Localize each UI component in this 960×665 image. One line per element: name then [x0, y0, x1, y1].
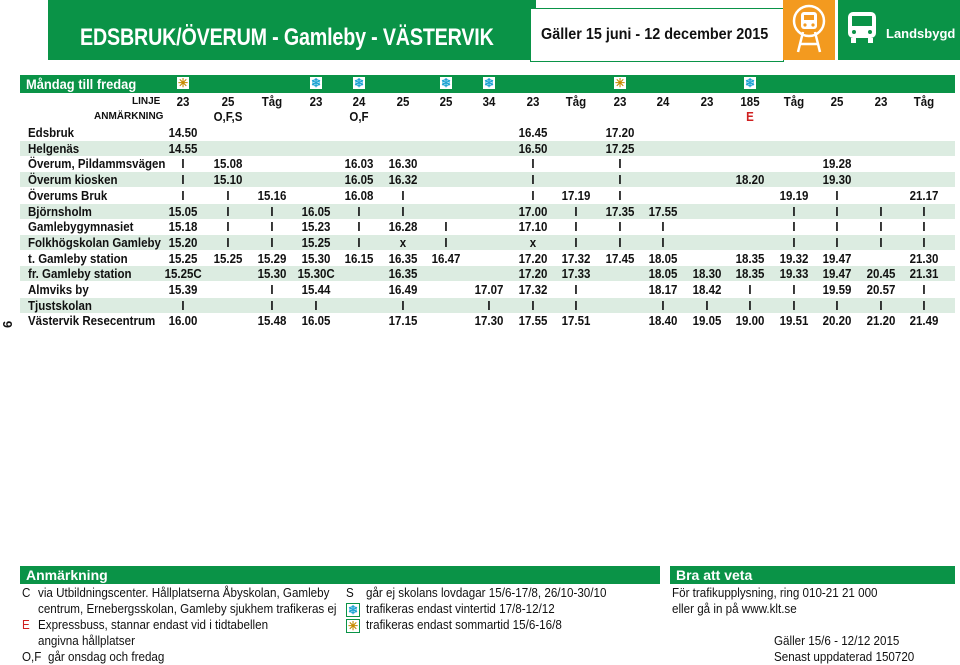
- column-line-number: 23: [874, 95, 888, 109]
- departure-time: I: [879, 298, 883, 313]
- note-code-of: O,F: [22, 650, 42, 664]
- departure-time: 17.55: [648, 204, 678, 219]
- table-row: [20, 125, 955, 140]
- departure-time: I: [618, 173, 622, 188]
- departure-time: 16.28: [388, 220, 418, 235]
- page-number: 6: [0, 320, 15, 328]
- departure-time: I: [181, 173, 185, 188]
- departure-time: I: [922, 235, 926, 250]
- departure-time: I: [748, 298, 752, 313]
- departure-time: 15.25C: [164, 267, 202, 282]
- departure-time: I: [531, 298, 535, 313]
- departure-time: I: [444, 220, 448, 235]
- validity-box: [530, 8, 784, 62]
- departure-time: 16.45: [518, 126, 548, 140]
- column-line-number: Tåg: [913, 95, 935, 109]
- column-line-number: 24: [656, 95, 670, 109]
- departure-time: 21.49: [909, 314, 939, 329]
- column-line-number: 23: [700, 95, 714, 109]
- departure-time: 17.45: [605, 251, 635, 266]
- departure-time: I: [226, 188, 230, 203]
- note-text-e: Expressbuss, stannar endast vid i tidtabellen: [38, 618, 269, 632]
- departure-time: 19.28: [822, 157, 852, 172]
- departure-time: 16.49: [388, 283, 418, 297]
- table-row: [20, 204, 955, 219]
- departure-time: I: [226, 220, 230, 235]
- bus-panel: [838, 0, 960, 60]
- departure-time: 17.30: [474, 314, 504, 329]
- column-line-number: 23: [176, 95, 190, 109]
- departure-time: I: [357, 235, 361, 250]
- departure-time: 17.25: [605, 141, 635, 156]
- column-line-number: 24: [352, 95, 366, 109]
- column-line-number: 23: [526, 95, 540, 109]
- info-title: Bra att veta: [676, 567, 753, 583]
- departure-time: I: [792, 283, 796, 297]
- page-title: EDSBRUK/ÖVERUM - Gamleby - VÄSTERVIK: [80, 24, 494, 51]
- departure-time: 17.20: [518, 251, 548, 266]
- departure-time: I: [226, 235, 230, 250]
- table-row: [20, 172, 955, 187]
- departure-time: 15.20: [168, 235, 198, 250]
- stop-name: Almviks by: [28, 283, 89, 297]
- column-line-number: 23: [309, 95, 323, 109]
- day-label: Måndag till fredag: [26, 76, 137, 92]
- departure-time: I: [661, 235, 665, 250]
- departure-time: I: [835, 204, 839, 219]
- table-row: [20, 188, 955, 203]
- departure-time: I: [574, 220, 578, 235]
- anmarkning-label: ANMÄRKNING: [94, 111, 164, 122]
- departure-time: 20.45: [866, 267, 896, 282]
- departure-time: 14.50: [168, 126, 198, 140]
- note-text-s: går ej skolans lovdagar 15/6-17/8, 26/10-30/10: [366, 586, 607, 600]
- departure-time: I: [792, 204, 796, 219]
- departure-time: 18.05: [648, 267, 678, 282]
- departure-time: x: [529, 235, 537, 250]
- stop-name: fr. Gamleby station: [28, 267, 132, 282]
- info-valid: Gäller 15/6 - 12/12 2015: [774, 634, 900, 648]
- departure-time: 18.42: [692, 283, 722, 297]
- departure-time: 15.25: [301, 235, 331, 250]
- departure-time: I: [181, 298, 185, 313]
- departure-time: I: [444, 235, 448, 250]
- departure-time: 15.23: [301, 220, 331, 235]
- departure-time: I: [705, 298, 709, 313]
- departure-time: I: [922, 283, 926, 297]
- snowflake-icon: ❄: [310, 76, 322, 90]
- column-note: O,F: [349, 110, 369, 124]
- departure-time: I: [574, 235, 578, 250]
- departure-time: I: [270, 204, 274, 219]
- departure-time: I: [792, 298, 796, 313]
- departure-time: 19.05: [692, 314, 722, 329]
- departure-time: I: [531, 188, 535, 203]
- departure-time: 16.47: [431, 251, 461, 266]
- departure-time: 18.20: [735, 173, 765, 188]
- note-code-e: E: [22, 618, 30, 632]
- departure-time: I: [792, 235, 796, 250]
- column-line-number: Tåg: [783, 95, 805, 109]
- column-line-number: 23: [613, 95, 627, 109]
- departure-time: I: [879, 220, 883, 235]
- departure-time: 21.17: [909, 188, 939, 203]
- departure-time: I: [270, 298, 274, 313]
- departure-time: I: [879, 204, 883, 219]
- departure-time: I: [487, 298, 491, 313]
- departure-time: 15.16: [257, 188, 287, 203]
- departure-time: I: [922, 204, 926, 219]
- departure-time: 16.03: [344, 157, 374, 172]
- departure-time: 15.05: [168, 204, 198, 219]
- departure-time: 19.47: [822, 267, 852, 282]
- departure-time: I: [661, 220, 665, 235]
- stop-name: Edsbruk: [28, 126, 75, 140]
- departure-time: 16.08: [344, 188, 374, 203]
- note-text-e-cont: angivna hållplatser: [38, 634, 135, 648]
- info-header: [670, 566, 955, 584]
- info-phone: För trafikupplysning, ring 010-21 21 000: [672, 586, 878, 600]
- departure-time: 19.00: [735, 314, 765, 329]
- departure-time: 15.39: [168, 283, 198, 297]
- departure-time: 20.20: [822, 314, 852, 329]
- departure-time: I: [618, 157, 622, 172]
- departure-time: 17.07: [474, 283, 504, 297]
- departure-time: 15.25: [213, 251, 243, 266]
- departure-time: 17.33: [561, 267, 591, 282]
- departure-time: I: [270, 220, 274, 235]
- departure-time: 19.51: [779, 314, 809, 329]
- departure-time: I: [748, 283, 752, 297]
- note-code-s: S: [346, 586, 354, 600]
- departure-time: 17.10: [518, 220, 548, 235]
- notes-header: [20, 566, 660, 584]
- left-margin: [0, 0, 7, 665]
- departure-time: I: [181, 188, 185, 203]
- snowflake-icon: ❄: [353, 76, 365, 90]
- departure-time: 16.32: [388, 173, 418, 188]
- departure-time: 17.32: [518, 283, 548, 297]
- departure-time: 17.35: [605, 204, 635, 219]
- departure-time: I: [357, 220, 361, 235]
- stop-name: Björnsholm: [28, 204, 92, 219]
- departure-time: I: [618, 235, 622, 250]
- info-website: eller gå in på www.klt.se: [672, 602, 797, 616]
- note-text-c: via Utbildningscenter. Hållplatserna Åbyskolan, Gamleby: [38, 586, 330, 600]
- table-row: [20, 141, 955, 156]
- departure-time: 19.33: [779, 267, 809, 282]
- departure-time: x: [399, 235, 407, 250]
- departure-time: 15.08: [213, 157, 243, 172]
- stop-name: Överums Bruk: [28, 188, 108, 203]
- departure-time: I: [922, 220, 926, 235]
- departure-time: 18.40: [648, 314, 678, 329]
- sun-icon: ✳: [614, 76, 626, 90]
- departure-time: 16.35: [388, 251, 418, 266]
- departure-time: I: [314, 298, 318, 313]
- departure-time: 17.00: [518, 204, 548, 219]
- area-label: Landsbygd: [886, 26, 956, 41]
- departure-time: 18.35: [735, 251, 765, 266]
- departure-time: 19.32: [779, 251, 809, 266]
- departure-time: 16.05: [344, 173, 374, 188]
- departure-time: 16.35: [388, 267, 418, 282]
- notes-title: Anmärkning: [26, 567, 108, 583]
- departure-time: 17.20: [518, 267, 548, 282]
- departure-time: I: [531, 157, 535, 172]
- departure-time: I: [835, 188, 839, 203]
- note-code-c: C: [22, 586, 31, 600]
- departure-time: 20.57: [866, 283, 896, 297]
- departure-time: I: [270, 283, 274, 297]
- departure-time: 15.10: [213, 173, 243, 188]
- departure-time: I: [922, 298, 926, 313]
- stop-name: Gamlebygymnasiet: [28, 220, 134, 235]
- departure-time: 16.50: [518, 141, 548, 156]
- stop-name: t. Gamleby station: [28, 251, 128, 266]
- stop-name: Tjustskolan: [28, 298, 92, 313]
- departure-time: I: [574, 283, 578, 297]
- bus-icon: [840, 0, 884, 60]
- departure-time: 17.15: [388, 314, 418, 329]
- departure-time: I: [531, 173, 535, 188]
- departure-time: 18.05: [648, 251, 678, 266]
- departure-time: 21.30: [909, 251, 939, 266]
- departure-time: 15.44: [301, 283, 331, 297]
- departure-time: 18.35: [735, 267, 765, 282]
- column-note: O,F,S: [213, 110, 243, 124]
- departure-time: I: [879, 235, 883, 250]
- sun-icon: ✳: [177, 76, 189, 90]
- departure-time: 14.55: [168, 141, 198, 156]
- departure-time: 16.00: [168, 314, 198, 329]
- departure-time: 18.30: [692, 267, 722, 282]
- departure-time: 15.18: [168, 220, 198, 235]
- departure-time: 15.29: [257, 251, 287, 266]
- departure-time: I: [835, 235, 839, 250]
- departure-time: 15.30: [301, 251, 331, 266]
- column-line-number: 34: [482, 95, 496, 109]
- snowflake-icon: ❄: [347, 603, 359, 617]
- departure-time: 17.19: [561, 188, 591, 203]
- column-line-number: 25: [439, 95, 453, 109]
- table-row: [20, 251, 955, 266]
- departure-time: I: [835, 298, 839, 313]
- departure-time: I: [401, 188, 405, 203]
- linje-label: LINJE: [132, 96, 161, 107]
- departure-time: 19.19: [779, 188, 809, 203]
- snowflake-icon: ❄: [483, 76, 495, 90]
- departure-time: I: [270, 235, 274, 250]
- departure-time: 15.30C: [297, 267, 335, 282]
- table-row: [20, 266, 955, 281]
- departure-time: I: [226, 204, 230, 219]
- stop-name: Helgenäs: [28, 141, 80, 156]
- note-text-of: går onsdag och fredag: [48, 650, 165, 664]
- column-line-number: 25: [830, 95, 844, 109]
- train-icon: [783, 0, 835, 60]
- departure-time: 16.05: [301, 204, 331, 219]
- departure-time: 21.31: [909, 267, 939, 282]
- departure-time: 16.05: [301, 314, 331, 329]
- snowflake-icon: ❄: [744, 76, 756, 90]
- departure-time: 15.48: [257, 314, 287, 329]
- table-row: [20, 219, 955, 234]
- validity-text: Gäller 15 juni - 12 december 2015: [541, 26, 769, 43]
- departure-time: 16.30: [388, 157, 418, 172]
- departure-time: 17.32: [561, 251, 591, 266]
- column-line-number: Tåg: [565, 95, 587, 109]
- departure-time: 21.20: [866, 314, 896, 329]
- departure-time: I: [181, 157, 185, 172]
- departure-time: I: [401, 298, 405, 313]
- column-line-number: 25: [396, 95, 410, 109]
- note-text-winter: trafikeras endast vintertid 17/8-12/12: [366, 602, 555, 616]
- title-banner: [48, 0, 536, 60]
- note-text-summer: trafikeras endast sommartid 15/6-16/8: [366, 618, 562, 632]
- departure-time: 15.25: [168, 251, 198, 266]
- departure-time: I: [792, 220, 796, 235]
- departure-time: I: [357, 204, 361, 219]
- column-note: E: [746, 110, 754, 124]
- departure-time: 17.55: [518, 314, 548, 329]
- stop-name: Överum, Pildammsvägen: [28, 157, 166, 172]
- column-line-number: 25: [221, 95, 235, 109]
- note-text-c-cont: centrum, Ernebergsskolan, Gamleby sjukhem trafikeras ej: [38, 602, 337, 616]
- snowflake-icon: ❄: [440, 76, 452, 90]
- departure-time: I: [574, 204, 578, 219]
- stop-name: Överum kiosken: [28, 173, 118, 188]
- sun-icon: ✳: [347, 619, 359, 633]
- departure-time: I: [618, 220, 622, 235]
- column-line-number: 185: [740, 95, 760, 109]
- departure-time: 15.30: [257, 267, 287, 282]
- stop-name: Västervik Resecentrum: [28, 314, 156, 329]
- departure-time: 19.47: [822, 251, 852, 266]
- departure-time: I: [661, 298, 665, 313]
- departure-time: I: [835, 220, 839, 235]
- departure-time: 19.30: [822, 173, 852, 188]
- departure-time: I: [574, 298, 578, 313]
- info-updated: Senast uppdaterad 150720: [774, 650, 915, 664]
- departure-time: 19.59: [822, 283, 852, 297]
- departure-time: 18.17: [648, 283, 678, 297]
- column-line-number: Tåg: [261, 95, 283, 109]
- departure-time: I: [618, 188, 622, 203]
- departure-time: 16.15: [344, 251, 374, 266]
- departure-time: 17.51: [561, 314, 591, 329]
- departure-time: I: [401, 204, 405, 219]
- stop-name: Folkhögskolan Gamleby: [28, 235, 161, 250]
- departure-time: 17.20: [605, 126, 635, 140]
